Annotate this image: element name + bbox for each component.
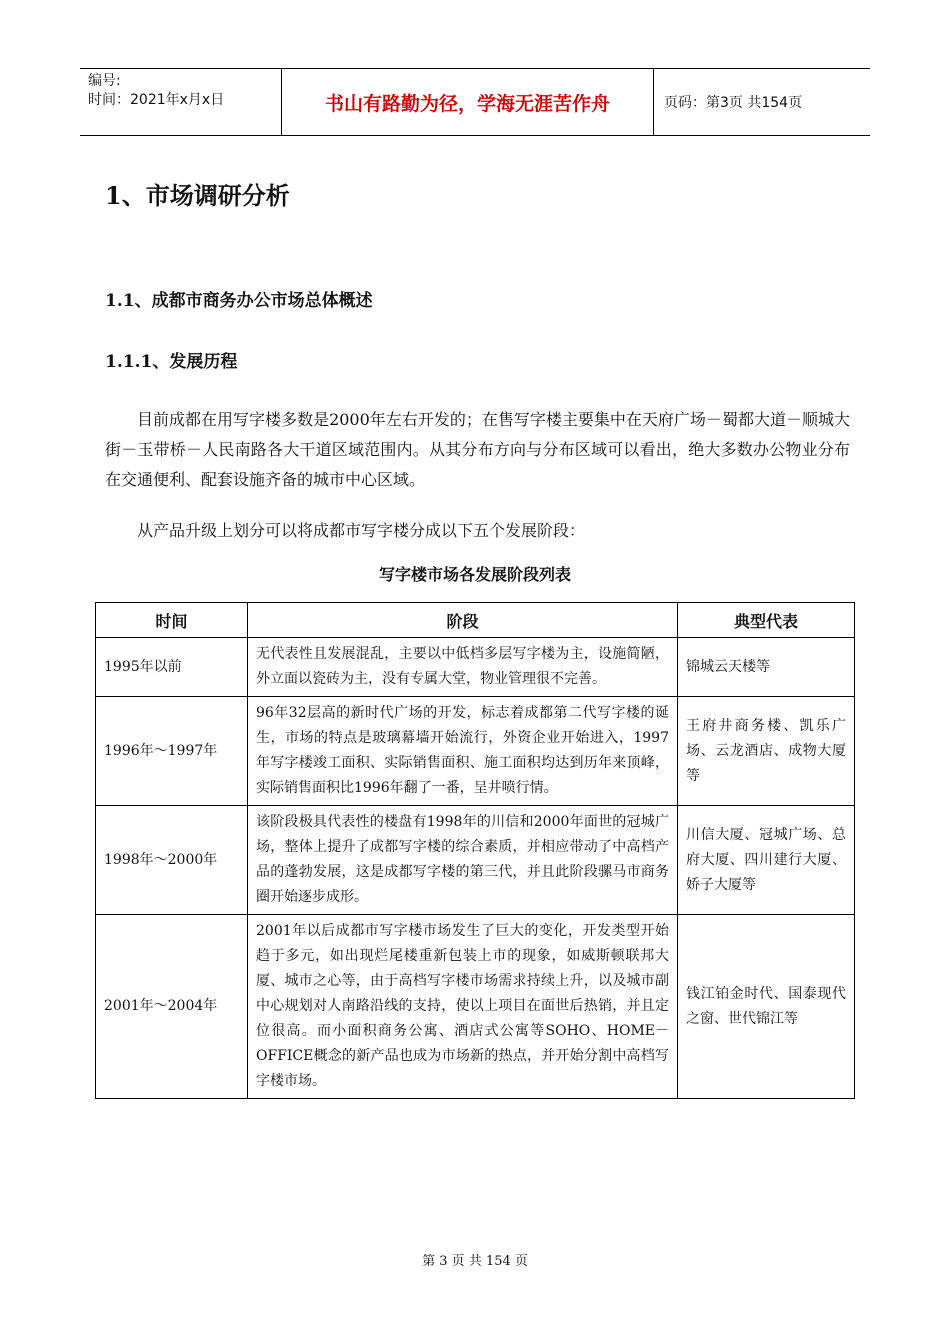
cell-representative: 川信大厦、冠城广场、总府大厦、四川建行大厦、娇子大厦等 bbox=[678, 806, 855, 915]
column-header-time: 时间 bbox=[96, 603, 248, 638]
table-row bbox=[96, 697, 855, 806]
cell-stage: 无代表性且发展混乱，主要以中低档多层写字楼为主，设施简陋，外立面以瓷砖为主，没有专属大堂，物业管理很不完善。 bbox=[248, 638, 678, 697]
subsubsection-title: 1.1.1、发展历程 bbox=[105, 352, 238, 372]
development-stages-table bbox=[95, 602, 855, 1099]
document-header bbox=[80, 68, 870, 136]
cell-representative: 王府井商务楼、凯乐广场、云龙酒店、成物大厦等 bbox=[678, 697, 855, 806]
cell-representative: 锦城云天楼等 bbox=[678, 638, 855, 697]
cell-stage: 96年32层高的新时代广场的开发，标志着成都第二代写字楼的诞生，市场的特点是玻璃幕墙开始流行，外资企业开始进入，1997年写字楼竣工面积、实际销售面积、施工面积均达到历年来顶峰，实际销售面积比1996年翻了一番，呈井喷行情。 bbox=[248, 697, 678, 806]
section-title: 1、市场调研分析 bbox=[105, 181, 290, 210]
header-page-info: 页码：第3页 共154页 bbox=[664, 95, 803, 111]
cell-stage: 2001年以后成都市写字楼市场发生了巨大的变化，开发类型开始趋于多元，如出现烂尾楼重新包装上市的现象，如威斯顿联邦大厦、城市之心等，由于高档写字楼市场需求持续上升，以及城市副中心规划对人南路沿线的支持，使以上项目在面世后热销，并且定位很高。而小面积商务公寓、酒店式公寓等SOHO、HOME－OFFICE概念的新产品也成为市场新的热点，并开始分割中高档写字楼市场。 bbox=[248, 915, 678, 1099]
cell-time: 1995年以前 bbox=[96, 638, 248, 697]
column-header-stage: 阶段 bbox=[248, 603, 678, 638]
table-row bbox=[96, 806, 855, 915]
cell-time: 2001年～2004年 bbox=[96, 915, 248, 1099]
cell-time: 1998年～2000年 bbox=[96, 806, 248, 915]
page-footer: 第 3 页 共 154 页 bbox=[422, 1254, 528, 1269]
subsection-title: 1.1、成都市商务办公市场总体概述 bbox=[105, 291, 373, 311]
cell-stage: 该阶段极具代表性的楼盘有1998年的川信和2000年面世的冠城广场，整体上提升了成都写字楼的综合素质，并相应带动了中高档产品的蓬勃发展，这是成都写字楼的第三代，并且此阶段骡马市商务圈开始逐步成形。 bbox=[248, 806, 678, 915]
header-motto: 书山有路勤为径，学海无涯苦作舟 bbox=[282, 69, 654, 135]
cell-representative: 钱江铂金时代、国泰现代之窗、世代锦江等 bbox=[678, 915, 855, 1099]
column-header-representative: 典型代表 bbox=[678, 603, 855, 638]
cell-time: 1996年～1997年 bbox=[96, 697, 248, 806]
table-header-row bbox=[96, 603, 855, 638]
table-row bbox=[96, 915, 855, 1099]
paragraph: 目前成都在用写字楼多数是2000年左右开发的；在售写字楼主要集中在天府广场－蜀都大道－顺城大街－玉带桥－人民南路各大干道区域范围内。从其分布方向与分布区域可以看出，绝大多数办公物业分布在交通便利、配套设施齐备的城市中心区域。 bbox=[105, 410, 850, 489]
paragraph: 从产品升级上划分可以将成都市写字楼分成以下五个发展阶段： bbox=[137, 521, 586, 540]
table-caption: 写字楼市场各发展阶段列表 bbox=[378, 565, 571, 584]
header-meta bbox=[80, 69, 282, 135]
document-time-label: 时间：2021年x月x日 bbox=[88, 92, 225, 108]
table-row bbox=[96, 638, 855, 697]
document-number-label: 编号: bbox=[88, 73, 121, 89]
